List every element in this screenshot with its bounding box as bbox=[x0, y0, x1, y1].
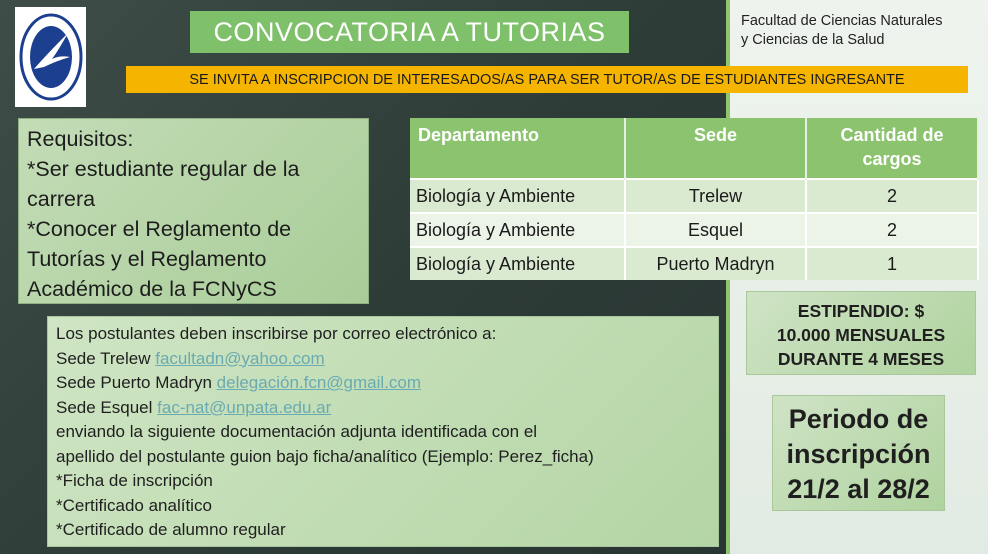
header-cantidad-line1: Cantidad de bbox=[840, 125, 944, 145]
university-logo bbox=[15, 7, 86, 107]
cell-sede: Esquel bbox=[625, 213, 806, 247]
period-line: Periodo de bbox=[788, 404, 929, 434]
requirements-line: carrera bbox=[27, 187, 96, 211]
invite-banner: SE INVITA A INSCRIPCION DE INTERESADOS/AS PARA SER TUTOR/AS DE ESTUDIANTES INGRESANTE bbox=[126, 66, 968, 93]
esquel-contact bbox=[56, 396, 710, 421]
trelew-label: Sede Trelew bbox=[56, 348, 156, 368]
stipend-line: 10.000 MENSUALES bbox=[776, 325, 946, 345]
table-header-row bbox=[410, 118, 978, 179]
header-departamento: Departamento bbox=[410, 118, 625, 179]
madryn-label: Sede Puerto Madryn bbox=[56, 373, 217, 392]
application-instructions bbox=[47, 316, 719, 547]
department-table bbox=[410, 118, 979, 280]
cell-departamento: Biología y Ambiente bbox=[410, 213, 625, 247]
table-row bbox=[410, 213, 978, 247]
esquel-email-link[interactable]: fac-nat@unpata.edu.ar bbox=[157, 397, 332, 417]
cell-sede: Trelew bbox=[625, 179, 806, 213]
period-line: inscripción bbox=[786, 439, 931, 469]
requirements-line: Académico de la FCNyCS bbox=[27, 277, 277, 301]
document-item: *Ficha de inscripción bbox=[56, 471, 213, 490]
stipend-line: ESTIPENDIO: $ bbox=[797, 301, 925, 321]
cell-sede: Puerto Madryn bbox=[625, 247, 806, 280]
requirements-line: Tutorías y el Reglamento bbox=[27, 247, 267, 271]
cell-cargos: 2 bbox=[806, 213, 978, 247]
faculty-line-2: y Ciencias de la Salud bbox=[741, 32, 885, 48]
madryn-contact bbox=[56, 371, 710, 396]
period-line: 21/2 al 28/2 bbox=[787, 474, 930, 504]
cell-departamento: Biología y Ambiente bbox=[410, 179, 625, 213]
stipend-line: DURANTE 4 MESES bbox=[777, 349, 945, 369]
instructions-line: apellido del postulante guion bajo ficha/analítico (Ejemplo: Perez_ficha) bbox=[56, 446, 594, 466]
page-title: CONVOCATORIA A TUTORIAS bbox=[190, 11, 629, 53]
table-row bbox=[410, 179, 978, 213]
requirements-line: *Conocer el Reglamento de bbox=[27, 217, 292, 241]
trelew-email-link[interactable]: facultadn@yahoo.com bbox=[155, 348, 325, 368]
requirements-line: *Ser estudiante regular de la bbox=[27, 157, 300, 181]
table-row bbox=[410, 247, 978, 280]
cell-cargos: 1 bbox=[806, 247, 978, 280]
cell-cargos: 2 bbox=[806, 179, 978, 213]
registration-period-box bbox=[772, 395, 945, 511]
requirements-box bbox=[18, 118, 369, 304]
header-sede: Sede bbox=[625, 118, 806, 179]
faculty-line-1: Facultad de Ciencias Naturales bbox=[741, 13, 943, 29]
esquel-label: Sede Esquel bbox=[56, 397, 158, 417]
document-item: *Certificado analítico bbox=[56, 495, 212, 515]
document-item: *Certificado de alumno regular bbox=[56, 520, 286, 539]
stipend-box bbox=[746, 291, 976, 375]
instructions-intro: Los postulantes deben inscribirse por correo electrónico a: bbox=[56, 324, 497, 343]
header-cantidad-line2: cargos bbox=[862, 149, 922, 169]
trelew-contact bbox=[56, 347, 710, 372]
header-cantidad bbox=[806, 118, 978, 179]
requirements-line: Requisitos: bbox=[27, 127, 134, 151]
faculty-name bbox=[741, 12, 981, 50]
cell-departamento: Biología y Ambiente bbox=[410, 247, 625, 280]
madryn-email-link[interactable]: delegación.fcn@gmail.com bbox=[216, 373, 422, 392]
instructions-line: enviando la siguiente documentación adjunta identificada con el bbox=[56, 422, 538, 441]
university-seal-bird-icon bbox=[18, 11, 84, 103]
